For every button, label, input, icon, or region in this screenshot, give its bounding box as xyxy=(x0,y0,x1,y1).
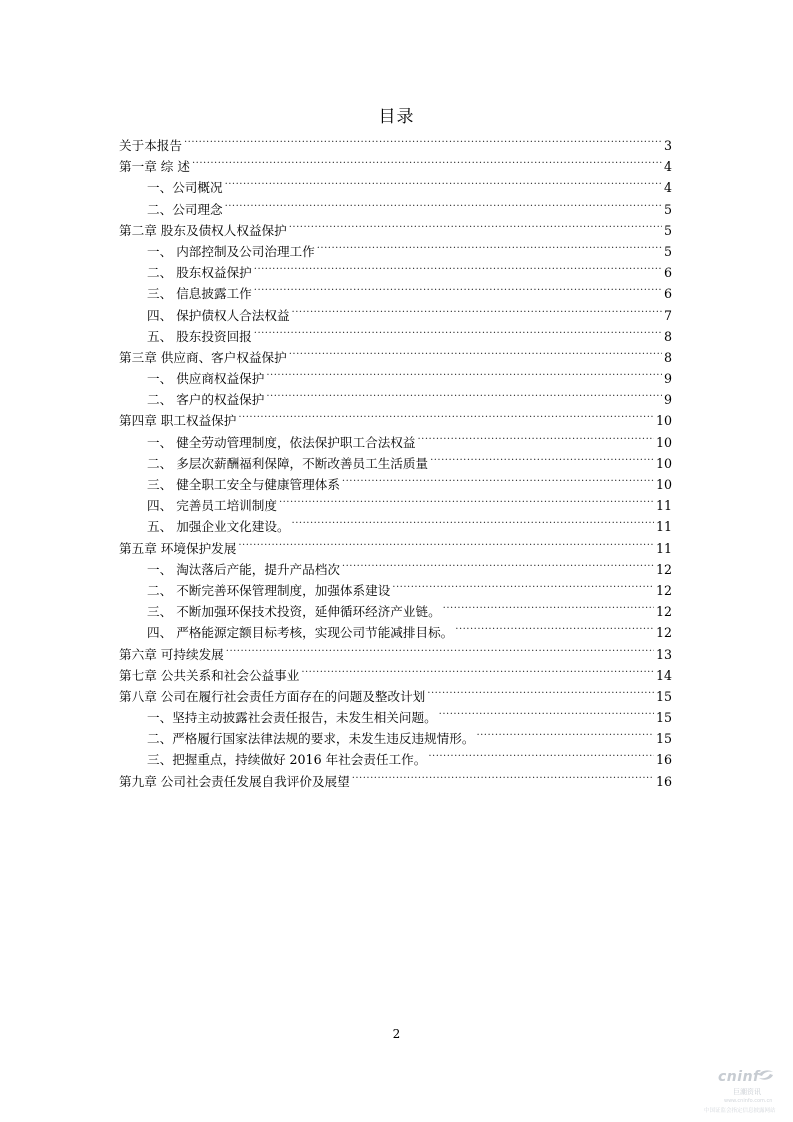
toc-entry-label: 二、 多层次薪酬福利保障，不断改善员工生活质量 xyxy=(147,455,429,471)
toc-entry-label: 三、 不断加强环保技术投资，延伸循环经济产业链。 xyxy=(147,604,441,620)
toc-leader-dots xyxy=(225,171,662,192)
toc-entry-page: 12 xyxy=(655,604,672,620)
toc-entry-page: 10 xyxy=(655,413,672,429)
toc-leader-dots xyxy=(317,235,662,256)
cninfo-subtitle: 中国证监会指定信息披露网站 xyxy=(704,1108,776,1114)
toc-entry-page: 16 xyxy=(655,752,672,768)
toc-leader-dots xyxy=(225,193,662,214)
toc-entry-label: 第三章 供应商、客户权益保护 xyxy=(119,349,287,365)
toc-leader-dots xyxy=(342,553,654,574)
toc-entry-page: 8 xyxy=(663,328,672,344)
toc-entry[interactable] xyxy=(119,150,672,175)
toc-entry-page: 15 xyxy=(655,731,672,747)
toc-entry-label: 一、 健全劳动管理制度，依法保护职工合法权益 xyxy=(147,434,416,450)
toc-entry-label: 二、 不断完善环保管理制度，加强体系建设 xyxy=(147,582,391,598)
toc-entry-page: 11 xyxy=(655,540,672,556)
toc-entry-label: 四、 保护债权人合法权益 xyxy=(147,307,290,323)
toc-entry-label: 五、 加强企业文化建设。 xyxy=(147,519,290,535)
toc-entry-page: 5 xyxy=(663,243,672,259)
toc-leader-dots xyxy=(289,341,662,362)
toc-entry-label: 一、坚持主动披露社会责任报告，未发生相关问题。 xyxy=(147,710,437,726)
toc-entry-page: 6 xyxy=(663,265,672,281)
toc-entry-label: 二、 股东权益保护 xyxy=(147,265,252,281)
toc-leader-dots xyxy=(430,447,654,468)
toc-entry-label: 一、 供应商权益保护 xyxy=(147,371,265,387)
toc-entry-label: 第七章 公共关系和社会公益事业 xyxy=(119,667,300,683)
toc-leader-dots xyxy=(254,320,662,341)
toc-leader-dots xyxy=(292,299,662,320)
toc-entry-page: 5 xyxy=(663,201,672,217)
cninfo-cn: 巨潮资讯 xyxy=(733,1088,761,1096)
toc-entry-label: 第八章 公司在履行社会责任方面存在的问题及整改计划 xyxy=(119,688,426,704)
toc-title: 目录 xyxy=(378,107,415,127)
toc-entry[interactable] xyxy=(119,129,672,153)
toc-leader-dots xyxy=(254,277,662,298)
toc-leader-dots xyxy=(443,595,654,616)
toc-entry[interactable] xyxy=(119,171,672,196)
toc-leader-dots xyxy=(279,489,654,510)
toc-entry-page: 4 xyxy=(663,159,672,175)
toc-entry-label: 三、把握重点，持续做好 2016 年社会责任工作。 xyxy=(147,752,427,768)
toc-leader-dots xyxy=(254,256,662,277)
cninfo-brand: cninf xyxy=(718,1069,760,1085)
toc-entry-label: 五、 股东投资回报 xyxy=(147,328,252,344)
toc-leader-dots xyxy=(226,638,654,659)
toc-leader-dots xyxy=(301,659,654,680)
toc-entry-page: 10 xyxy=(655,477,672,492)
toc-entry-page: 5 xyxy=(663,222,672,238)
toc-entry-label: 一、公司概况 xyxy=(147,180,223,196)
toc-entry-page: 6 xyxy=(663,286,672,302)
toc-leader-dots xyxy=(184,129,662,150)
toc-entry-page: 15 xyxy=(655,710,672,726)
page-number: 2 xyxy=(392,1027,401,1041)
toc-entry-page: 4 xyxy=(663,180,672,196)
toc-entry-label: 第九章 公司社会责任发展自我评价及展望 xyxy=(119,773,350,789)
toc-entry-page: 12 xyxy=(655,625,672,641)
toc-entry-page: 15 xyxy=(655,688,672,704)
toc-leader-dots xyxy=(292,510,654,531)
toc-entry-page: 10 xyxy=(655,455,672,471)
toc-leader-dots xyxy=(238,404,654,425)
toc-leader-dots xyxy=(439,701,654,722)
toc-entry-label: 第一章 综 述 xyxy=(119,159,190,175)
toc-leader-dots xyxy=(238,532,654,553)
toc-entry-label: 关于本报告 xyxy=(119,138,182,153)
toc-leader-dots xyxy=(428,743,654,764)
toc-leader-dots xyxy=(427,680,654,701)
toc-entry-label: 第四章 职工权益保护 xyxy=(119,413,237,429)
toc-leader-dots xyxy=(266,383,662,404)
toc-entry-page: 14 xyxy=(655,667,672,683)
cninfo-url: www.cninfo.com.cn xyxy=(724,1098,773,1104)
toc-leader-dots xyxy=(289,214,662,235)
toc-entry-label: 三、 健全职工安全与健康管理体系 xyxy=(147,477,340,492)
toc-entry-label: 二、公司理念 xyxy=(147,201,223,217)
table-of-contents xyxy=(119,129,672,789)
toc-entry-page: 11 xyxy=(655,498,672,514)
toc-leader-dots xyxy=(392,574,654,595)
toc-leader-dots xyxy=(476,722,654,743)
toc-leader-dots xyxy=(266,362,662,383)
toc-entry-page: 3 xyxy=(663,138,672,153)
toc-entry-page: 16 xyxy=(655,773,672,789)
toc-leader-dots xyxy=(192,150,662,171)
toc-entry-page: 7 xyxy=(663,307,672,323)
toc-entry-page: 12 xyxy=(655,561,672,577)
toc-entry-page: 13 xyxy=(655,646,672,662)
toc-entry-label: 四、 严格能源定额目标考核，实现公司节能减排目标。 xyxy=(147,625,454,641)
toc-entry-label: 一、 淘汰落后产能，提升产品档次 xyxy=(147,561,340,577)
toc-entry-page: 9 xyxy=(663,392,672,408)
toc-entry-page: 8 xyxy=(663,349,672,365)
toc-leader-dots xyxy=(352,765,654,786)
toc-entry-label: 四、 完善员工培训制度 xyxy=(147,498,277,514)
toc-entry-label: 第二章 股东及债权人权益保护 xyxy=(119,222,287,238)
toc-entry-page: 9 xyxy=(663,371,672,387)
toc-leader-dots xyxy=(342,468,654,489)
toc-entry-label: 二、严格履行国家法律法规的要求，未发生违反违规情形。 xyxy=(147,731,475,747)
toc-entry-page: 11 xyxy=(655,519,672,535)
toc-entry-label: 三、 信息披露工作 xyxy=(147,286,252,302)
toc-entry-label: 第五章 环境保护发展 xyxy=(119,540,237,556)
toc-leader-dots xyxy=(417,426,653,447)
toc-entry-label: 第六章 可持续发展 xyxy=(119,646,224,662)
toc-leader-dots xyxy=(455,616,654,637)
toc-entry-label: 二、 客户的权益保护 xyxy=(147,392,265,408)
toc-entry-page: 10 xyxy=(655,434,672,450)
toc-entry-page: 12 xyxy=(655,582,672,598)
toc-entry-label: 一、 内部控制及公司治理工作 xyxy=(147,243,315,259)
